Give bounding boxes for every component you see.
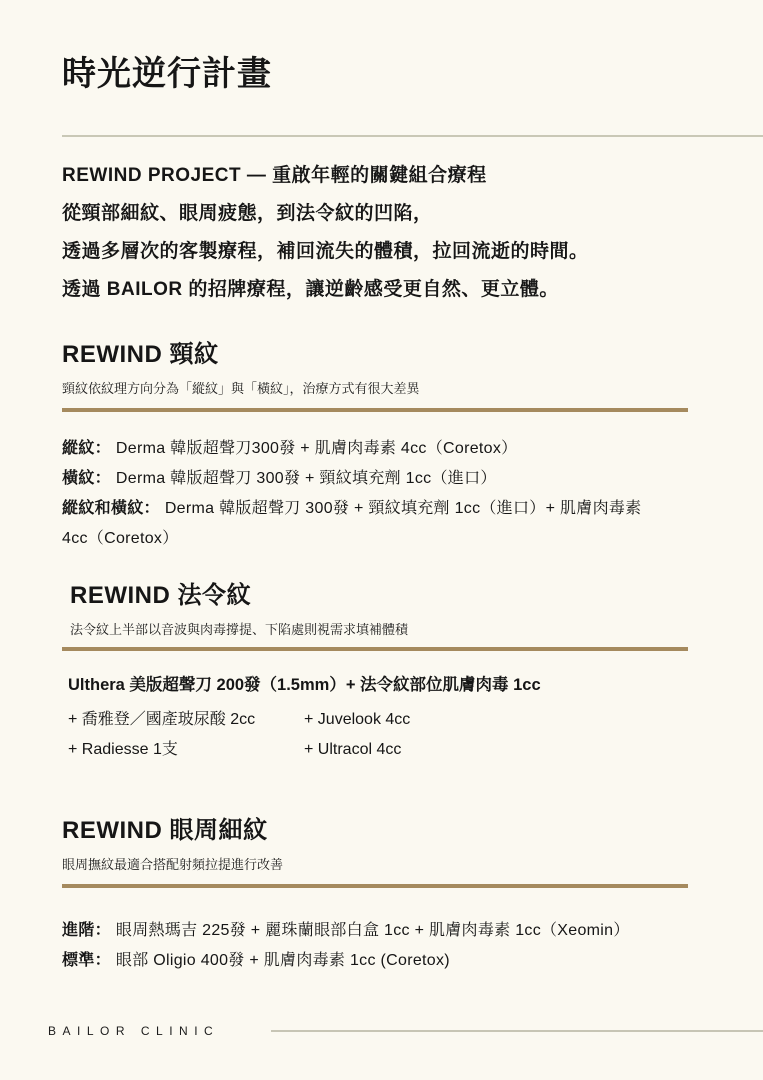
section-heading: REWIND 法令紋: [70, 582, 251, 610]
section-heading: REWIND 頸紋: [62, 341, 219, 369]
section-body: [70, 673, 710, 765]
treatment-item: [62, 434, 702, 464]
footer-divider: [271, 1030, 763, 1032]
intro-paragraph: [62, 157, 701, 309]
section-subtitle: 頸紋依紋理方向分為「縱紋」與「橫紋」，治療方式有很大差異: [62, 381, 420, 397]
addon-item: + Radiesse 1支: [68, 741, 178, 759]
addon-column-left: [68, 705, 304, 765]
treatment-label: 進階：: [62, 922, 111, 940]
treatment-item: [62, 946, 702, 976]
footer: [48, 1024, 763, 1038]
treatment-text: 眼周熱瑪吉 225發 + 麗珠蘭眼部白盒 1cc + 肌膚肉毒素 1cc（Xeomin）: [115, 922, 630, 940]
treatment-text: 眼部 Oligio 400發 + 肌膚肉毒素 1cc (Coretox): [115, 952, 450, 970]
treatment-text: Derma 韓版超聲刀 300發 + 頸紋填充劑 1cc（進口）: [115, 470, 497, 488]
treatment-text-wrap: 4cc（Coretox）: [62, 530, 179, 548]
section-neck-lines: [62, 340, 763, 554]
treatment-item: [62, 916, 702, 946]
gold-divider: [62, 408, 688, 412]
addon-item: + Ultracol 4cc: [304, 741, 402, 759]
section-heading: REWIND 眼周細紋: [62, 817, 268, 845]
treatment-label: 橫紋：: [62, 470, 111, 488]
title-divider: [62, 135, 763, 137]
gold-divider: [62, 647, 688, 651]
intro-line: REWIND PROJECT — 重啟年輕的關鍵組合療程: [62, 165, 487, 187]
page-title: 時光逆行計畫: [62, 55, 272, 93]
treatment-text: Derma 韓版超聲刀 300發 + 頸紋填充劑 1cc（進口）+ 肌膚肉毒素: [164, 500, 642, 518]
intro-line: 透過 BAILOR 的招牌療程，讓逆齡感受更自然、更立體。: [62, 279, 559, 301]
section-subtitle: 眼周撫紋最適合搭配射頻拉提進行改善: [62, 857, 284, 873]
treatment-label: 標準：: [62, 952, 111, 970]
addon-columns: [68, 705, 710, 765]
intro-line: 透過多層次的客製療程，補回流失的體積，拉回流逝的時間。: [62, 241, 589, 263]
addon-item: + 喬雅登／國產玻尿酸 2cc: [68, 711, 256, 729]
treatment-label: 縱紋：: [62, 440, 111, 458]
section-body: [62, 916, 702, 976]
addon-item: + Juvelook 4cc: [304, 711, 411, 729]
treatment-item: [62, 464, 702, 494]
addon-column-right: [304, 705, 410, 765]
gold-divider: [62, 884, 688, 888]
section-body: [62, 434, 702, 554]
treatment-lead: Ulthera 美版超聲刀 200發（1.5mm）+ 法令紋部位肌膚肉毒 1cc: [68, 676, 541, 695]
section-subtitle: 法令紋上半部以音波與肉毒撐提、下陷處則視需求填補體積: [70, 622, 409, 638]
treatment-label: 縱紋和橫紋：: [62, 500, 160, 518]
section-nasolabial-folds: [70, 581, 763, 765]
intro-line: 從頸部細紋、眼周疲態，到法令紋的凹陷，: [62, 203, 433, 225]
treatment-item: [62, 494, 702, 554]
brand-name: BAILOR CLINIC: [48, 1024, 220, 1038]
section-eye-wrinkles: [62, 816, 763, 976]
treatment-text: Derma 韓版超聲刀300發 + 肌膚肉毒素 4cc（Coretox）: [115, 440, 518, 458]
